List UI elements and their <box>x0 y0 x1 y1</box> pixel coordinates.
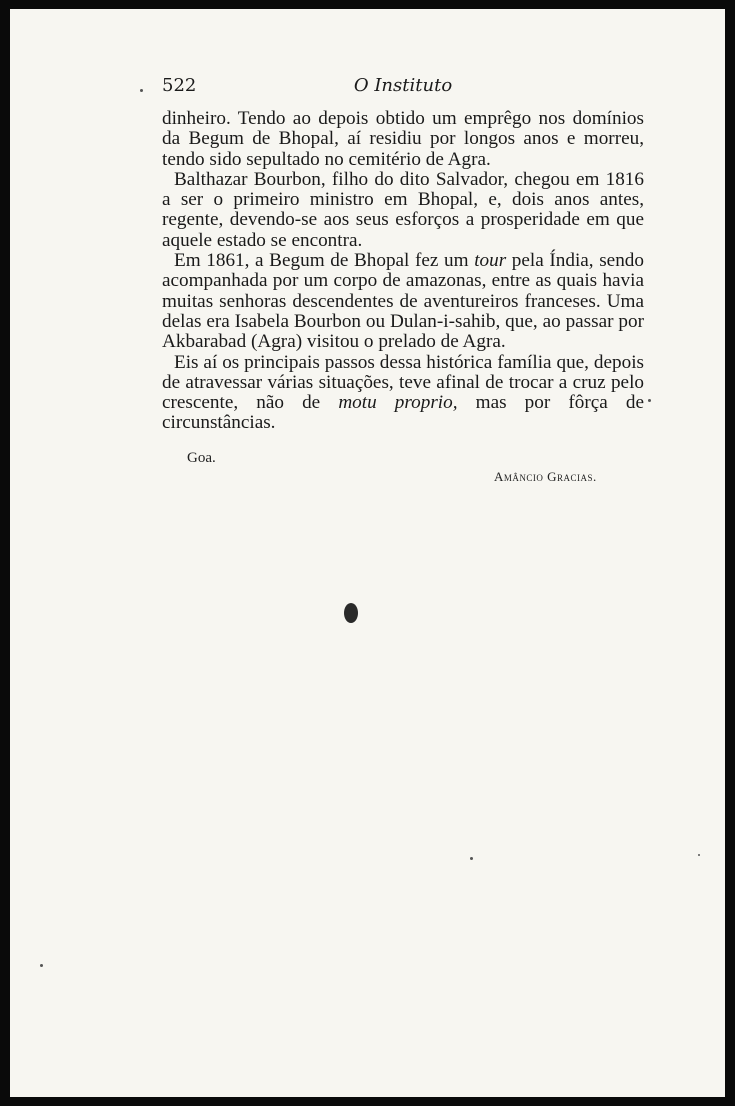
paragraph-text: Eis aí os principais passos dessa histórica família que, depois de atravessar várias situações, teve afinal de trocar a cruz pelo crescente, não de <box>162 351 644 414</box>
paragraph <box>162 251 644 352</box>
paragraph <box>162 109 644 170</box>
paragraph-text: dinheiro. Tendo ao depois obtido um emprêgo nos domínios da Begum de Bhopal, aí residiu por longos anos e morreu, tendo sido sepultado no cemitério de Agra. <box>162 108 644 170</box>
page-header <box>162 75 644 101</box>
paragraph-text: Em 1861, a Begum de Bhopal fez um <box>174 250 475 272</box>
page-number: 522 <box>162 75 197 96</box>
paragraph <box>162 353 644 434</box>
ink-blot <box>344 603 358 623</box>
paper-speck <box>698 854 700 856</box>
paper-speck <box>470 857 473 860</box>
body-text <box>162 109 644 434</box>
paragraph-text: mas por fôrça de circunstâncias. <box>162 392 644 434</box>
paragraph-text: pela Índia, sendo acompanhada por um corpo de amazonas, entre as quais havia muitas senhoras descendentes de aventureiros franceses. Uma delas era Isabela Bourbon ou Dulan-i-sahib, que, ao passar por Akbarabad (Agra) visitou o prelado de Agra. <box>162 250 644 353</box>
italic-term: tour <box>474 250 507 272</box>
paragraph <box>162 170 644 251</box>
place-line: Goa. <box>187 450 216 466</box>
paper-speck <box>648 399 651 402</box>
author-signature: Amâncio Gracias. <box>494 469 597 484</box>
book-page <box>10 9 725 1097</box>
paper-speck <box>40 964 43 967</box>
italic-term: motu proprio, <box>338 392 458 414</box>
running-title: O Instituto <box>353 75 453 96</box>
paragraph-text: Balthazar Bourbon, filho do dito Salvador, chegou em 1816 a ser o primeiro ministro em Bhopal, e, dois anos antes, regente, devendo-se aos seus esforços a prosperidade em que aquele estado se encontra. <box>162 168 644 251</box>
paper-speck <box>140 89 143 92</box>
